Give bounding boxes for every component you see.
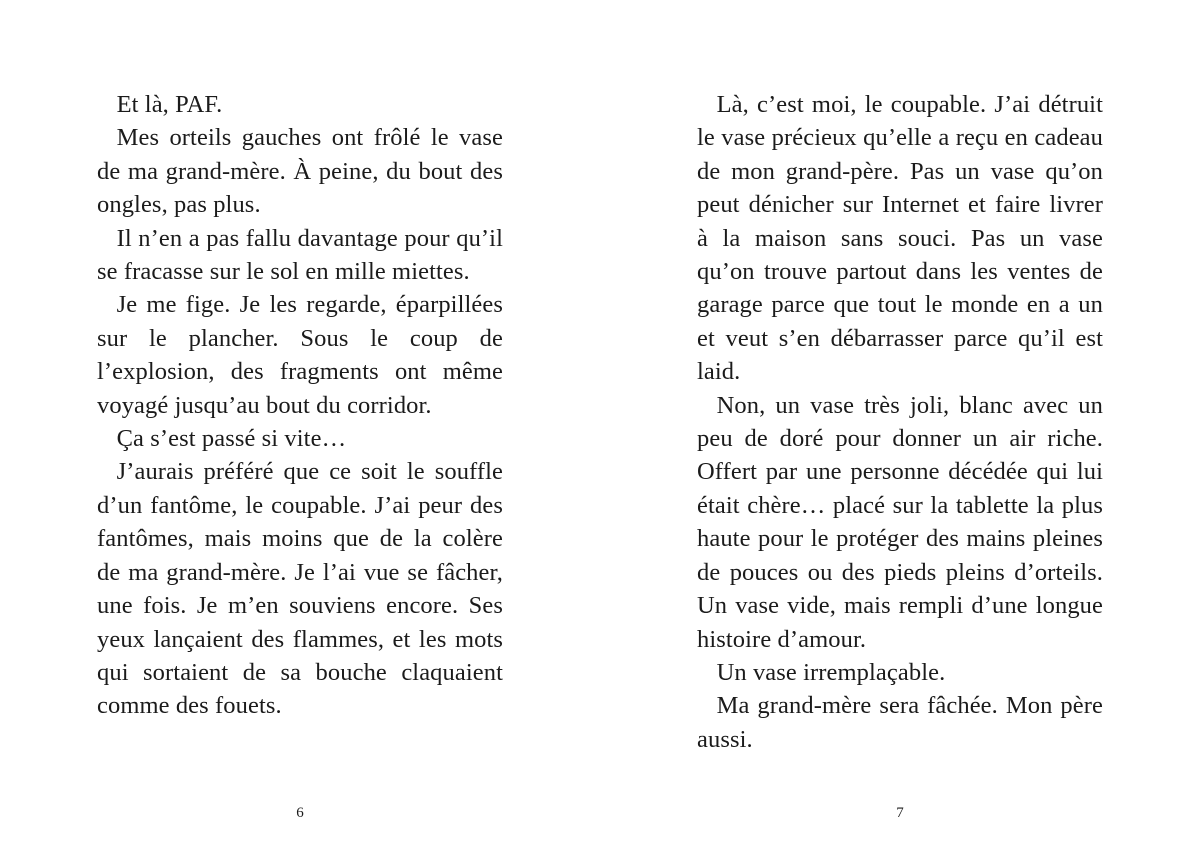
paragraph: Ça s’est passé si vite… [116, 425, 347, 453]
paragraph: Un vase irremplaçable. [716, 658, 946, 686]
paragraph: Mes orteils gauches ont frôlé le vase de ma grand-mère. À peine, du bout des ongles, pas plus. [97, 124, 503, 219]
paragraph: J’aurais préféré que ce soit le souffle d’un fantôme, le coupable. J’ai peur des fantômes, mais moins que de la colère de ma grand-mère. Je l’ai vue se fâcher, une fois. Je m’en souviens encore. Ses yeux lançaient des flammes, et les mots qui sortaient de sa bouche claquaient comme des fouets. [97, 458, 503, 720]
page-number-right: 7 [896, 805, 904, 821]
paragraph: Je me fige. Je les regarde, éparpillées sur le plancher. Sous le coup de l’explosion, des fragments ont même voyagé jusqu’au bout du corridor. [97, 291, 503, 419]
paragraph: Là, c’est moi, le coupable. J’ai détruit le vase précieux qu’elle a reçu en cadeau de mon grand-père. Pas un vase qu’on peut dénicher sur Internet et faire livrer à la maison sans souci. Pas un vase qu’on trouve partout dans les ventes de garage parce que tout le monde en a un et veut s’en débarrasser parce qu’il est laid. [697, 91, 1103, 386]
paragraph: Et là, PAF. [116, 91, 223, 118]
page-number-left: 6 [296, 805, 304, 821]
paragraph: Il n’en a pas fallu davantage pour qu’il se fracasse sur le sol en mille miettes. [97, 224, 503, 286]
left-page [97, 88, 503, 723]
paragraph: Ma grand-mère sera fâchée. Mon père aussi. [697, 692, 1103, 753]
right-page [697, 88, 1103, 756]
paragraph: Non, un vase très joli, blanc avec un peu de doré pour donner un air riche. Offert par une personne décédée qui lui était chère… placé sur la tablette la plus haute pour le protéger des mains pleines de pouces ou des pieds pleins d’orteils. Un vase vide, mais rempli d’une longue histoire d’amour. [697, 391, 1103, 653]
